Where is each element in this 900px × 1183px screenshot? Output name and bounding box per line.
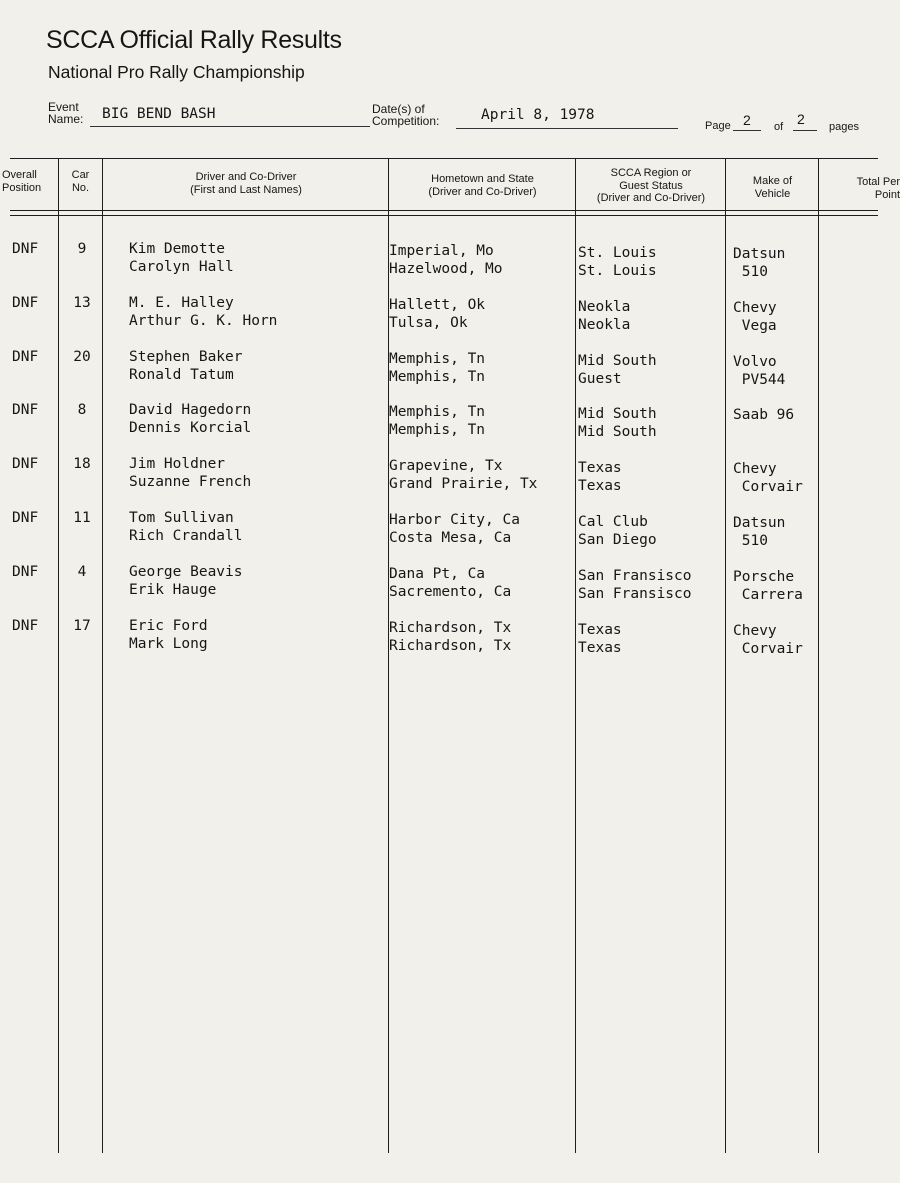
cell-codriver: Erik Hauge [129,582,217,598]
cell-hometown-codriver: Richardson, Tx [389,638,512,654]
date-underline [456,128,678,129]
cell-region-driver: Mid South [578,406,657,422]
event-label-line2: Name: [48,112,84,126]
cell-hometown-driver: Richardson, Tx [389,620,512,636]
cell-position: DNF [12,349,39,365]
cell-car-number: 13 [73,295,91,311]
page-number: 2 [743,112,751,128]
column-header-points-line2: Point [874,188,900,201]
cell-make-line2: Corvair [733,641,803,657]
table-header-rule-1 [10,210,878,211]
cell-make-line1: Chevy [733,623,777,639]
cell-car-number: 9 [77,241,87,257]
cell-region-driver: Neokla [578,299,631,315]
column-header-make-line2: Vehicle [754,187,791,200]
cell-hometown-driver: Imperial, Mo [389,243,494,259]
column-header-hometown-line2: (Driver and Co-Driver) [428,185,537,198]
cell-hometown-driver: Harbor City, Ca [389,512,520,528]
column-header-driver [104,171,388,196]
cell-hometown-codriver: Hazelwood, Mo [389,261,503,277]
column-header-points [820,176,900,201]
column-header-car [59,169,102,194]
pages-label: pages [829,121,859,133]
cell-make-line2: Corvair [733,479,803,495]
cell-make-line1: Chevy [733,461,777,477]
cell-hometown-codriver: Sacremento, Ca [389,584,512,600]
page-total: 2 [797,111,805,127]
event-name-value: BIG BEND BASH [102,106,216,122]
cell-driver: David Hagedorn [129,402,252,418]
cell-codriver: Suzanne French [129,474,252,490]
column-header-region-line1: SCCA Region or [610,167,692,179]
cell-driver: Tom Sullivan [129,510,234,526]
cell-driver: Eric Ford [129,618,208,634]
column-header-region-line2: Guest Status [619,179,683,192]
column-divider-2 [102,158,103,1153]
cell-position: DNF [12,402,39,418]
cell-driver: Stephen Baker [129,349,243,365]
cell-make-line1: Chevy [733,300,777,316]
column-header-points-line1: Total Per [856,176,900,188]
cell-codriver: Dennis Korcial [129,420,252,436]
cell-position: DNF [12,618,39,634]
date-label-line2: Competition: [372,114,440,128]
cell-make-line1: Porsche [733,569,795,585]
cell-position: DNF [12,510,39,526]
cell-region-driver: St. Louis [578,245,657,261]
cell-region-codriver: San Fransisco [578,586,692,602]
column-header-hometown [390,173,575,198]
cell-region-driver: San Fransisco [578,568,692,584]
cell-position: DNF [12,564,39,580]
cell-region-driver: Texas [578,460,622,476]
cell-make-line1: Volvo [733,354,777,370]
column-header-region [577,167,725,205]
cell-make-line1: Saab 96 [733,407,795,423]
cell-hometown-codriver: Memphis, Tn [389,422,486,438]
cell-make-line2: 510 [733,533,768,549]
cell-hometown-driver: Memphis, Tn [389,351,486,367]
cell-codriver: Rich Crandall [129,528,243,544]
column-header-driver-line2: (First and Last Names) [190,183,302,196]
cell-driver: M. E. Halley [129,295,234,311]
cell-make-line2: 510 [733,264,768,280]
cell-driver: George Beavis [129,564,243,580]
cell-driver: Kim Demotte [129,241,226,257]
table-header-rule-2 [10,215,878,216]
column-divider-6 [818,158,819,1153]
event-name-underline [90,126,370,127]
cell-codriver: Ronald Tatum [129,367,234,383]
cell-hometown-driver: Dana Pt, Ca [389,566,486,582]
cell-region-driver: Texas [578,622,622,638]
column-header-car-line1: Car [71,169,90,181]
column-header-make-line1: Make of [752,175,793,187]
cell-hometown-driver: Grapevine, Tx [389,458,503,474]
cell-codriver: Arthur G. K. Horn [129,313,278,329]
cell-region-codriver: Texas [578,478,622,494]
date-label-line1: Date(s) of [372,102,425,116]
cell-car-number: 20 [73,349,91,365]
cell-hometown-driver: Hallett, Ok [389,297,486,313]
cell-codriver: Carolyn Hall [129,259,234,275]
column-header-car-line2: No. [71,181,90,194]
cell-hometown-codriver: Costa Mesa, Ca [389,530,512,546]
column-divider-1 [58,158,59,1153]
cell-region-codriver: Texas [578,640,622,656]
column-header-hometown-line1: Hometown and State [431,173,534,185]
column-divider-4 [575,158,576,1153]
cell-hometown-driver: Memphis, Tn [389,404,486,420]
cell-position: DNF [12,241,39,257]
cell-region-codriver: Mid South [578,424,657,440]
table-top-rule [10,158,878,159]
cell-hometown-codriver: Grand Prairie, Tx [389,476,538,492]
cell-car-number: 8 [77,402,87,418]
event-label-line1: Event [48,100,79,114]
column-divider-5 [725,158,726,1153]
page-number-underline [733,130,761,131]
of-label: of [774,121,784,133]
cell-region-codriver: St. Louis [578,263,657,279]
cell-make-line2: Carrera [733,587,803,603]
page-total-underline [793,130,817,131]
cell-car-number: 18 [73,456,91,472]
cell-car-number: 4 [77,564,87,580]
column-header-driver-line1: Driver and Co-Driver [195,171,297,183]
cell-region-driver: Cal Club [578,514,648,530]
cell-position: DNF [12,456,39,472]
cell-region-driver: Mid South [578,353,657,369]
page-title: SCCA Official Rally Results [46,26,342,54]
column-header-position-line2: Position [2,181,42,194]
page-subtitle: National Pro Rally Championship [48,62,305,82]
cell-driver: Jim Holdner [129,456,226,472]
cell-region-codriver: Neokla [578,317,631,333]
cell-make-line1: Datsun [733,515,786,531]
cell-make-line1: Datsun [733,246,786,262]
cell-position: DNF [12,295,39,311]
column-header-make [727,175,818,200]
column-header-position-line1: Overall [2,169,37,181]
cell-hometown-codriver: Memphis, Tn [389,369,486,385]
page-label: Page [705,120,731,132]
cell-codriver: Mark Long [129,636,208,652]
cell-car-number: 17 [73,618,91,634]
date-value: April 8, 1978 [481,107,595,123]
column-header-region-line3: (Driver and Co-Driver) [596,192,706,204]
cell-make-line2: Vega [733,318,777,334]
cell-make-line2: PV544 [733,372,786,388]
cell-region-codriver: San Diego [578,532,657,548]
cell-car-number: 11 [73,510,91,526]
column-header-position [2,169,58,194]
cell-region-codriver: Guest [578,371,622,387]
cell-hometown-codriver: Tulsa, Ok [389,315,468,331]
